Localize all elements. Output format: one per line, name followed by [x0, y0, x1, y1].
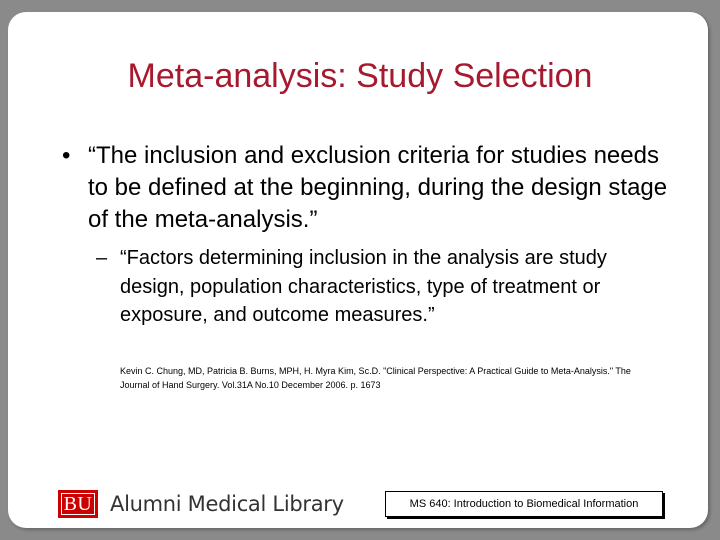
course-label: MS 640: Introduction to Biomedical Information: [385, 491, 663, 517]
sub-bullet-text: “Factors determining inclusion in the analysis are study design, population characteristics, type of treatment or exposure, and outcome measures.”: [120, 247, 607, 326]
library-logo: [58, 490, 344, 518]
bullet-marker: •: [62, 142, 71, 169]
bullet-text: “The inclusion and exclusion criteria for studies needs to be defined at the beginning, during the design stage of the meta-analysis.”: [88, 142, 668, 233]
sub-bullet-item: [96, 244, 666, 330]
citation: Kevin C. Chung, MD, Patricia B. Burns, MPH, H. Myra Kim, Sc.D. "Clinical Perspective: A Practical Guide to Meta-Analysis." The Journal of Hand Surgery. Vol.31A No.10 December 2006. p. 1673: [120, 366, 631, 390]
bu-logo-mark: BU: [58, 490, 98, 518]
sub-bullet-marker: –: [96, 247, 108, 269]
library-name: Alumni Medical Library: [110, 492, 344, 516]
slide-title: Meta-analysis: Study Selection: [127, 57, 593, 95]
bullet-item: [62, 140, 672, 236]
